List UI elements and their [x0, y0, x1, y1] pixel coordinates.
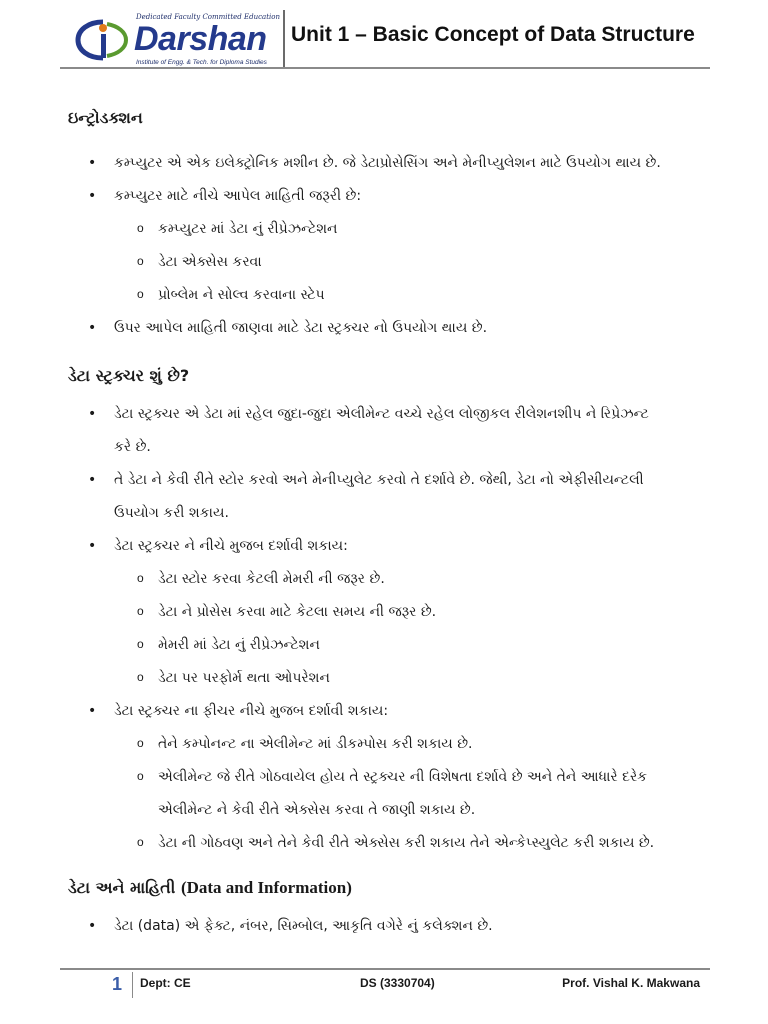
section-heading-data-and-information [68, 878, 718, 898]
sub-list-item: o તેને કમ્પોનન્ટ ના એલીમેન્ટ માં ડીકમ્પોસ કરી શકાય છે. [68, 728, 718, 761]
logo-name: Darshan [134, 20, 267, 58]
list-item [68, 464, 718, 530]
line: • તે ડેટા ને કેવી રીતે સ્ટોર કરવો અને મેનીપ્યુલેટ કરવો તે દર્શાવે છે. જેથી, ડેટા નો એફીસીયન્ટલી [114, 472, 644, 488]
heading-english: (Data and Information) [180, 878, 352, 897]
list-item: • ડેટા સ્ટ્રક્ચર ના ફીચર નીચે મુજબ દર્શાવી શકાય: [68, 695, 718, 728]
list-item: • ડેટા (data) એ ફેક્ટ, નંબર, સિમ્બોલ, આકૃતિ વગેરે નું કલેક્શન છે. [68, 910, 718, 943]
list-item: • ઉપર આપેલ માહિતી જાણવા માટે ડેટા સ્ટ્રક્ચર નો ઉપયોગ થાય છે. [68, 312, 718, 345]
footer-divider [132, 972, 133, 998]
footer-dept: Dept: CE [140, 976, 191, 990]
page-header [60, 8, 710, 70]
logo-subtitle: Institute of Engg. & Tech. for Diploma Studies [136, 59, 267, 66]
footer-rule [60, 968, 710, 970]
sub-list-item [68, 761, 718, 827]
logo-tagline: Dedicated Faculty Committed Education [136, 13, 280, 21]
sub-list-item: o ડેટા ને પ્રોસેસ કરવા માટે કેટલા સમય ની જરૂર છે. [68, 596, 718, 629]
sub-list-item: o ડેટા ની ગોઠવણ અને તેને કેવી રીતે એક્સેસ કરી શકાય તેને એન્કેપ્સ્યુલેટ કરી શકાય છે. [68, 827, 718, 860]
list-item: • કમ્પ્યુટર માટે નીચે આપેલ માહિતી જરૂરી છે: [68, 180, 718, 213]
data-structure-list [68, 398, 718, 860]
header-divider [283, 10, 285, 68]
sub-list-item: o ડેટા એક્સેસ કરવા [68, 246, 718, 279]
page-content [68, 108, 718, 943]
list-item [68, 398, 718, 464]
heading-gujarati: ડેટા અને માહિતી [68, 878, 176, 897]
list-item: • ડેટા સ્ટ્રક્ચર ને નીચે મુજબ દર્શાવી શકાય: [68, 530, 718, 563]
line: કરે છે. [114, 439, 151, 455]
sub-list-item: o મેમરી માં ડેટા નું રીપ્રેઝન્ટેશન [68, 629, 718, 662]
footer-subject: DS (3330704) [360, 976, 435, 990]
line: o એલીમેન્ટ જે રીતે ગોઠવાયેલ હોય તે સ્ટ્રક્ચર ની વિશેષતા દર્શાવે છે અને તેને આધારે દરેક [158, 769, 648, 785]
sub-list-item: o પ્રોબ્લેમ ને સોલ્વ કરવાના સ્ટેપ [68, 279, 718, 312]
sub-list-item: o કમ્પ્યુટર માં ડેટા નું રીપ્રેઝન્ટેશન [68, 213, 718, 246]
unit-title: Unit 1 – Basic Concept of Data Structure [291, 23, 695, 46]
page-number: 1 [112, 974, 123, 994]
list-item: • કમ્પ્યુટર એ એક ઇલેક્ટ્રોનિક મશીન છે. જે ડેટાપ્રોસેસિંગ અને મેનીપ્યુલેશન માટે ઉપયોગ થાય છે. [68, 147, 718, 180]
section-heading-what-is-data-structure: ડેટા સ્ટ્રક્ચર શું છે? [68, 366, 190, 385]
line: • ડેટા સ્ટ્રક્ચર એ ડેટા માં રહેલ જુદા-જુદા એલીમેન્ટ વચ્ચે રહેલ લોજીકલ રીલેશનશીપ ને રિપ્રેઝન્ટ [114, 406, 649, 422]
page-footer [60, 972, 710, 998]
footer-author: Prof. Vishal K. Makwana [562, 976, 700, 990]
header-rule [60, 67, 710, 69]
intro-list [68, 147, 718, 345]
sub-list-item: o ડેટા સ્ટોર કરવા કેટલી મેમરી ની જરૂર છે. [68, 563, 718, 596]
sub-list-item: o ડેટા પર પરફોર્મ થતા ઓપરેશન [68, 662, 718, 695]
section-heading-introduction: ઇન્ટ્રોડક્શન [68, 108, 143, 127]
line: એલીમેન્ટ ને કેવી રીતે એક્સેસ કરવા તે જાણી શકાય છે. [158, 802, 476, 818]
data-information-list [68, 910, 718, 943]
darshan-logo-icon [74, 18, 132, 62]
line: ઉપયોગ કરી શકાય. [114, 505, 229, 521]
darshan-logo [74, 10, 280, 68]
